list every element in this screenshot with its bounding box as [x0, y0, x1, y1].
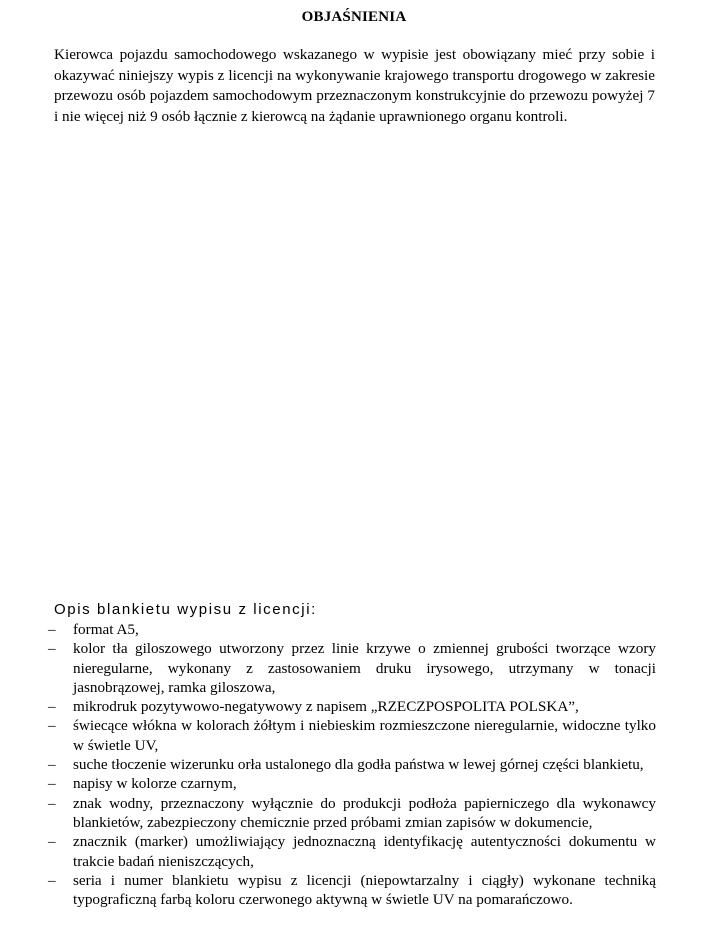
dash-bullet: –	[48, 756, 56, 774]
dash-bullet: –	[48, 833, 56, 851]
intro-paragraph: Kierowca pojazdu samochodowego wskazanego w wypisie jest obowiązany mieć przy sobie i okazywać niniejszy wypis z licencji na wykonywanie krajowego transportu drogowego w zakresie przewozu osób pojazdem samochodowym przeznaczonym konstrukcyjnie do przewozu powyżej 7 i nie więcej niż 9 osób łącznie z kierowcą na żądanie uprawnionego organu kontroli.	[54, 46, 655, 125]
list-item	[48, 697, 656, 716]
list-item	[48, 832, 656, 871]
dash-bullet: –	[48, 871, 56, 889]
list-item-text: świecące włókna w kolorach żółtym i niebieskim rozmieszczone nieregularnie, widoczne tylko w świetle UV,	[73, 717, 656, 754]
dash-bullet: –	[48, 717, 56, 735]
dash-bullet: –	[48, 794, 56, 812]
page-title: OBJAŚNIENIA	[301, 9, 407, 25]
list-item	[48, 639, 656, 697]
list-item	[48, 755, 656, 774]
list-item-text: suche tłoczenie wizerunku orła ustalonego dla godła państwa w lewej górnej części blankietu,	[73, 756, 644, 774]
dash-bullet: –	[48, 640, 56, 658]
list-item	[48, 871, 656, 910]
list-item-text: mikrodruk pozytywowo-negatywowy z napisem „RZECZPOSPOLITA POLSKA”,	[73, 698, 579, 716]
list-item-text: seria i numer blankietu wypisu z licencji (niepowtarzalny i ciągły) wykonane techniką typograficzną farbą koloru czerwonego aktywną w świetle UV na pomarańczowo.	[73, 871, 656, 909]
description-heading: Opis blankietu wypisu z licencji:	[54, 601, 317, 618]
list-item-text: napisy w kolorze czarnym,	[73, 775, 237, 793]
list-item-text: znacznik (marker) umożliwiający jednoznaczną identyfikację autentyczności dokumentu w trakcie badań nieniszczących,	[73, 833, 656, 870]
list-item	[48, 774, 656, 793]
list-item-text: kolor tła giloszowego utworzony przez linie krzywe o zmiennej grubości tworzące wzory nieregularne, wykonany z zastosowaniem druku irysowego, utrzymany w tonacji jasnobrązowej, ramka giloszowa,	[73, 640, 656, 696]
list-item-text: format A5,	[73, 621, 139, 638]
list-item	[48, 620, 656, 639]
list-item	[48, 794, 656, 833]
dash-bullet: –	[48, 621, 56, 638]
dash-bullet: –	[48, 775, 56, 793]
list-item-text: znak wodny, przeznaczony wyłącznie do produkcji podłoża papierniczego dla wykonawcy blankietów, zabezpieczony chemicznie przed próbami zmian zapisów w dokumencie,	[73, 794, 656, 831]
dash-bullet: –	[48, 698, 56, 716]
list-item	[48, 716, 656, 755]
description-list	[48, 620, 656, 909]
